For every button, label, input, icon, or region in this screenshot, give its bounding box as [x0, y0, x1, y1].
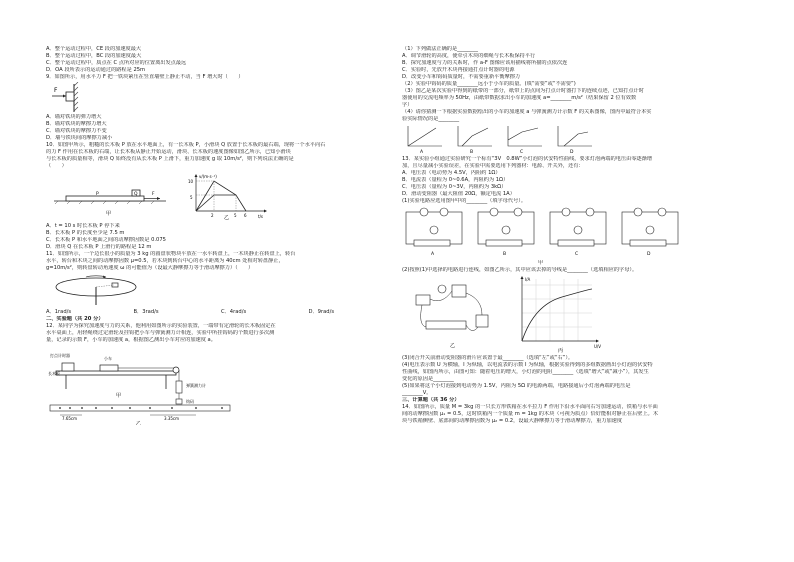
- q12-caption-yi: 乙: [136, 421, 142, 425]
- circuit-label-c: C: [575, 252, 579, 257]
- left-column: [46, 46, 386, 427]
- r1-line-6: （2）实验中钩码的质量________远小于小车的质量。(填“需要”或“不需要”): [402, 81, 576, 87]
- q10-caption-yi: 乙: [224, 215, 230, 221]
- q10-tick-t1: 2: [211, 213, 214, 218]
- q12-caption-jia: 甲: [116, 393, 122, 399]
- q11-figure: [46, 273, 386, 307]
- q12-line-3: 量，记录的示数 F，小车的加速度 a，根据图乙测出小车对应的加速度 a。: [46, 337, 216, 343]
- q12-stem: [46, 323, 386, 344]
- q10-line-2: 的力 F 作用在长木板的右端，让长木板从静止开始运动，滑块、长木板的速度图像如图乙所示，已知小滑块: [46, 149, 291, 155]
- r1-line-2: A．调节滑轮的高度，使牵引木块的细绳与长木板保持平行: [402, 53, 536, 59]
- q9-figure: [46, 82, 386, 112]
- q13-sub5-line-1: (5)如果将这个小灯泡接到电动势为 1.5V，内阻为 5Ω 的电源两端，电路接通后小灯泡两端的电压是: [402, 383, 631, 389]
- q12-line-2: 水平桌面上，用轻绳绕过定滑轮及挂钩把小车与弹簧测力计相连，实验中所挂钩码的个数进行多次测: [46, 330, 275, 336]
- q14-line-2: 间的动摩擦因数 μ₁ = 0.5，这时铁箱内一个质量 m = 1kg 的木块（可视为质点）恰好能相对静止在后壁上。木: [402, 411, 659, 417]
- q11-options: [46, 309, 386, 316]
- q9-option-c: C．墙对铁块的摩擦力不变: [46, 128, 107, 134]
- q10-diagram: [46, 171, 286, 221]
- q10-tick-t2: 5: [234, 213, 237, 218]
- iv-caption-bing: 丙: [558, 348, 564, 353]
- q8-options: [46, 46, 386, 74]
- q9-stem: 9．如图所示，用水平力 F 把一铁块紧压在竖直墙壁上静止不动，当 F 增大时（ ）: [46, 74, 244, 80]
- r1-line-9: 字）: [402, 102, 413, 108]
- q13-sub3: (3)闭合开关前滑动变阻器的滑片应该置于最________（选填“左”或“右”）。: [402, 355, 574, 361]
- r1-line-10: （4）请你猜测一下根据实验数据绘出的小车的加速度 a 与弹簧测力计示数 F 的关系图像，图丙中最符合本实: [402, 109, 652, 115]
- a-f-graphs: [402, 124, 612, 154]
- q9-option-b: B．墙对铁块的摩擦力增大: [46, 121, 107, 127]
- graph-option-c: C: [520, 150, 524, 154]
- q10-caption-jia: 甲: [106, 211, 112, 217]
- q13-circuits: [402, 206, 692, 258]
- q11-line-1: 11．如图所示，一个边长很小的质量为 3 kg 的圆盘状物块平放在一水平转盘上，一木块静止在转盘上，转台: [46, 251, 296, 257]
- q10-tick-v2: 5: [190, 195, 193, 200]
- q10-v-axis-label: v/(m·s⁻¹): [199, 174, 217, 179]
- q13-wiring-and-iv: [402, 275, 632, 353]
- q12-label-spring-scale: 弹簧测力计: [186, 383, 206, 388]
- q10-figure: [46, 171, 386, 221]
- a-f-graph-options: [402, 124, 742, 154]
- q10-option-b: B．长木板 P 的长度至少是 7.5 m: [46, 230, 125, 236]
- q13-sub4-line-3: 变化的原因是________: [402, 376, 454, 382]
- circuit-caption-jia: 甲: [538, 260, 544, 266]
- q11-turntable-diagram: [46, 273, 166, 307]
- q13-sub2: (2)按照(1)中选择的电路进行连线，如图乙所示，其中应该去掉的导线是________（选填相应的字母）。: [402, 267, 638, 273]
- q14-stem: [402, 404, 742, 425]
- q13-line-5: C．电压表（量程为 0~3V，内阻约为 3kΩ）: [402, 184, 507, 190]
- q13-line-4: B．电流表（量程为 0~0.6A，内阻约为 1Ω）: [402, 177, 509, 183]
- q9-option-d: D．墙与铁块间的摩擦力减小: [46, 135, 113, 141]
- q8-option-c: C．整个运动过程中，质点在 C 点所对应的位置离出发点最远: [46, 60, 187, 66]
- q12-label-cart: 小车: [104, 356, 112, 361]
- q9-wall-diagram: [46, 82, 106, 112]
- section-2-heading: 二、实验题（共 20 分）: [46, 316, 104, 322]
- q13-sub4-line-2: 性曲线，如图丙所示，由图可知：随着电压的增大，小灯泡的电阻________（选填“增大”或“减小”），其发生: [402, 369, 649, 375]
- q12-subquestions: [402, 46, 742, 123]
- circuit-label-d: D: [647, 252, 651, 257]
- r1-line-4: C．实验时，先放开木块再接通打点计时器的电源: [402, 67, 515, 73]
- section-3-heading: 三、计算题（共 36 分）: [402, 397, 460, 403]
- q10-t-axis-label: t/s: [258, 214, 263, 219]
- q9-options: [46, 114, 386, 142]
- q10-line-4: （ ）: [46, 163, 67, 169]
- q12-label-board: 长木板: [48, 371, 60, 376]
- q10-block-q-label: Q: [134, 192, 138, 197]
- q10-tick-v1: 10: [188, 179, 194, 184]
- q13-line-7: (1)实验电路应选用图甲中的________（填字母代号）。: [402, 198, 527, 204]
- q10-line-3: 与长木板的质量相等，滑块 Q 始终没有从长木板 P 上滑下，重力加速度 g 取 10m/s²，则下列说法正确的是: [46, 156, 294, 162]
- q10-force-label: F: [152, 192, 155, 197]
- q11-option-b: B．3rad/s: [133, 309, 159, 315]
- q8-option-d: D．OA 段所表示的运动通过的路程是 25m: [46, 67, 146, 73]
- circuit-label-a: A: [431, 252, 435, 257]
- q14-line-3: 块与铁箱侧壁、底部间的动摩擦因数为 μ₂ = 0.2，设最大静摩擦力等于滑动摩擦力，重力加速度: [402, 418, 623, 424]
- wiring-caption-yi: 乙: [450, 343, 456, 349]
- r1-line-8: 器使用的交流电频率为 50Hz，由纸带数据求出小车的加速度 a=________m/s²（结果保留 2 位有效数: [402, 95, 637, 101]
- q13-stem: [402, 156, 742, 205]
- q11-stem: [46, 251, 386, 272]
- q9-option-a: A．墙对铁块的弹力增大: [46, 114, 102, 120]
- q13-circuit-figure: [402, 206, 742, 258]
- q11-option-d: D．9rad/s: [308, 309, 335, 315]
- q12-tape-measure-2: 3.35cm: [164, 416, 180, 421]
- r1-line-5: D．改变小车和钩码质量时，不需要重新平衡摩擦力: [402, 74, 521, 80]
- q10-options: [46, 223, 386, 251]
- q10-option-a: A．t = 10 s 时长木板 P 停下来: [46, 223, 120, 229]
- q13-iv-figure: [402, 275, 742, 353]
- q10-option-c: C．长木板 P 和水平地面之间的动摩擦因数是 0.075: [46, 237, 166, 243]
- q10-option-d: D．滑块 Q 在长木板 P 上滑行的路程是 12 m: [46, 244, 152, 250]
- q8-option-a: A．整个运动过程中，CE 段的加速度最大: [46, 46, 142, 52]
- q10-stem: [46, 142, 386, 170]
- q13-line-3: A．电压表（电动势为 4.5V，内阻约 1Ω）: [402, 170, 501, 176]
- q13-line-1: 13．某实验小组通过实验研究一个标有“3V 0.8W”小灯泡的伏安特性曲线，要求灯泡两端的电压由零逐渐增: [402, 156, 653, 162]
- iv-u-axis-label: U/V: [594, 344, 602, 349]
- q12-apparatus-diagram: [46, 345, 246, 425]
- q11-option-a: A．1rad/s: [46, 309, 72, 315]
- q13-line-2: 加，且尽量减小实验误差，在实验中需要选用下列器材：电源、开关外，还有：: [402, 163, 584, 169]
- q11-line-3: g=10m/s²，则转盘转动角速度 ω 的可能值为（设最大静摩擦力等于滑动摩擦力）（ ）: [46, 265, 254, 271]
- q10-board-p-label: P: [96, 192, 99, 197]
- q12-label-timer: 打点计时器: [50, 353, 70, 358]
- iv-i-axis-label: I/A: [525, 277, 531, 282]
- r1-line-11: 验实际情况的是________: [402, 116, 460, 122]
- graph-option-d: D: [570, 150, 574, 154]
- q12-figure: [46, 345, 386, 425]
- r1-line-7: （3）图乙是某次实验中得到的纸带的一部分，纸带上的点间为打点计时器打下的连续点迹，已知打点计时: [402, 88, 644, 94]
- r1-line-1: （1）下列做法正确的是________: [402, 46, 478, 52]
- q11-line-2: 水平，转台和木块之间的动摩擦因数 μ=0.5，若木块到转台中心的水平距离为 40cm 处相对转盘静止，: [46, 258, 284, 264]
- q10-line-1: 10．如图甲所示，粗糙的长木板 P 放在水平地面上，有一长木板 P，小滑块 Q 放置于长木板的最右端，现将一个水平向右: [46, 142, 326, 148]
- q12-line-1: 12．某同学为探究加速度与力的关系，他利用如图所示的实验装置，一端带有定滑轮的长木板固定在: [46, 323, 276, 329]
- q9-force-label: F: [54, 87, 58, 94]
- q12-tape-measure-1: 7.65cm: [62, 416, 78, 421]
- graph-option-b: B: [470, 150, 474, 154]
- q13-line-6: D．滑动变阻器（最大阻值 20Ω，额定电流 1A）: [402, 191, 515, 197]
- q13-sub5-line-2: ________V。: [402, 390, 432, 396]
- circuit-label-b: B: [503, 252, 507, 257]
- graph-option-a: A: [420, 150, 424, 154]
- q12-label-weights: 钩码: [186, 399, 194, 404]
- q11-option-c: C．4rad/s: [221, 309, 247, 315]
- q10-tick-t3: 6: [244, 213, 247, 218]
- q8-option-b: B．整个运动过程中，BC 段的加速度最大: [46, 53, 142, 59]
- q13-sub4-line-1: (4)电压表示数 U 为横轴，I 为纵轴，以电流表的示数 I 为纵轴，根据实验得到的多组数据画出小灯泡的伏安特: [402, 362, 653, 368]
- r1-line-3: B．探究加速度与力的关系时，作 a-F 图像应该用描线将所描的点依次连: [402, 60, 568, 66]
- right-column: [402, 46, 742, 425]
- q13-subquestions-3-5: [402, 355, 742, 397]
- q14-line-1: 14．如图所示，质量 M = 3kg 的一只长方形铁箱在水平拉力 F 作用下沿水平面向右匀加速运动，铁箱与水平面: [402, 404, 658, 410]
